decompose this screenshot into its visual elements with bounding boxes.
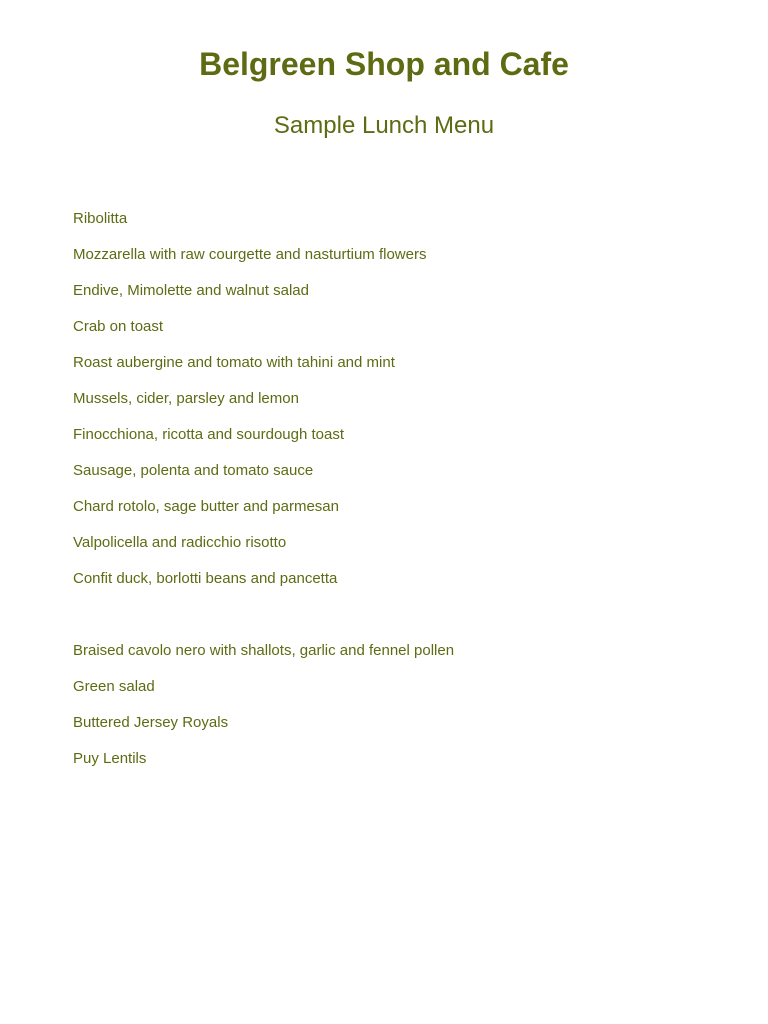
side-item: Puy Lentils bbox=[73, 750, 147, 767]
menu-item: Ribolitta bbox=[73, 210, 128, 227]
menu-item: Chard rotolo, sage butter and parmesan bbox=[73, 498, 339, 515]
side-item: Buttered Jersey Royals bbox=[73, 714, 229, 731]
menu-item: Sausage, polenta and tomato sauce bbox=[73, 462, 314, 479]
side-item: Green salad bbox=[73, 678, 155, 695]
menu-item: Mussels, cider, parsley and lemon bbox=[73, 390, 299, 407]
menu-list bbox=[73, 209, 454, 785]
menu-item: Roast aubergine and tomato with tahini and mint bbox=[73, 354, 395, 371]
menu-item: Finocchiona, ricotta and sourdough toast bbox=[73, 426, 345, 443]
menu-item: Mozzarella with raw courgette and nasturtium flowers bbox=[73, 246, 427, 263]
menu-item: Endive, Mimolette and walnut salad bbox=[73, 282, 309, 299]
section-spacer bbox=[73, 605, 454, 641]
side-item: Braised cavolo nero with shallots, garlic and fennel pollen bbox=[73, 642, 455, 659]
menu-item: Valpolicella and radicchio risotto bbox=[73, 534, 287, 551]
menu-item: Crab on toast bbox=[73, 318, 164, 335]
page-title: Belgreen Shop and Cafe bbox=[199, 46, 569, 82]
page-subtitle: Sample Lunch Menu bbox=[273, 112, 495, 139]
menu-item: Confit duck, borlotti beans and pancetta bbox=[73, 570, 338, 587]
